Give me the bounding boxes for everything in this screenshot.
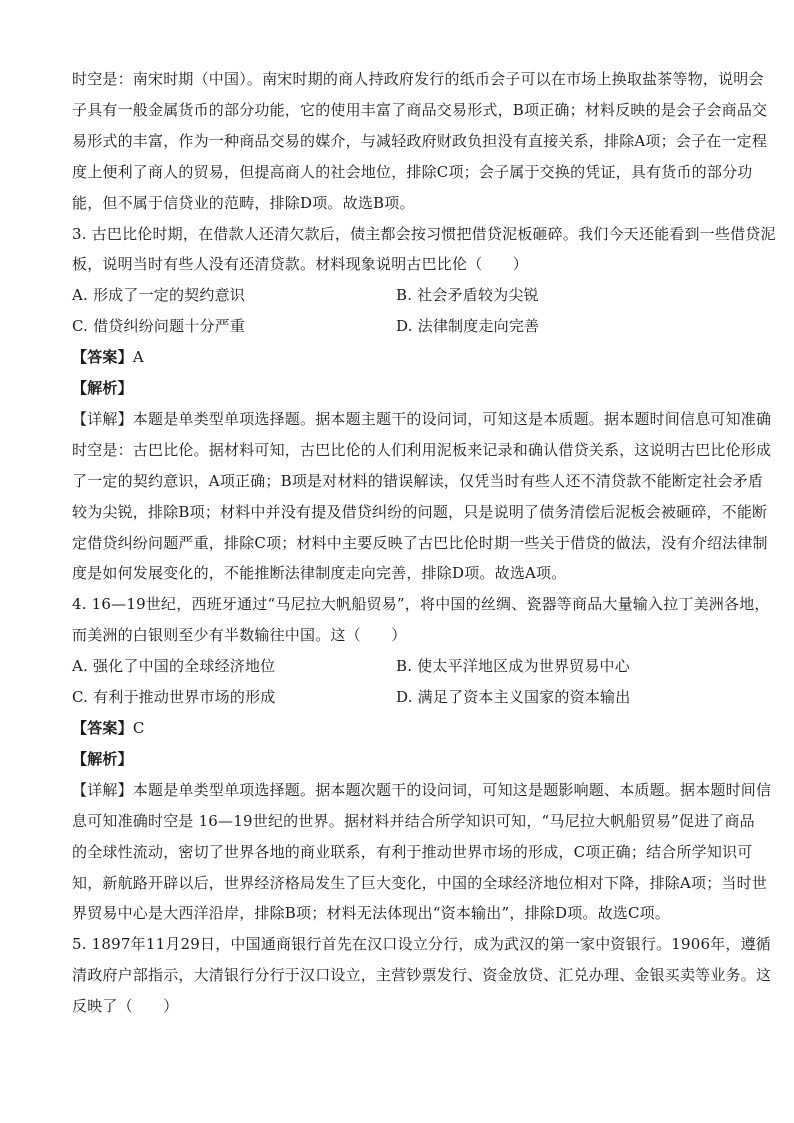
question-4-detail: 息可知准确时空是 16—19世纪的世界。据材料并结合所学知识可知，“马尼拉大帆船贸易”促进了商品 <box>72 811 755 830</box>
answer-value: C <box>132 718 145 737</box>
answer-label: 【答案】 <box>72 348 133 367</box>
question-5-stem: 反映了（ ） <box>72 997 179 1016</box>
question-3-detail: 时空是：古巴比伦。据材料可知，古巴比伦的人们利用泥板来记录和确认借贷关系，这说明古巴比伦形成 <box>72 440 772 459</box>
question-4-option-a: A. 强化了中国的全球经济地位 <box>72 657 276 676</box>
question-5-stem: 清政府户部指示，大清银行分行于汉口设立，主营钞票发行、资金放贷、汇兑办理、金银买卖等业务。这 <box>72 966 772 985</box>
question-5-stem: 5. 1897年11月29日，中国通商银行首先在汉口设立分行，成为武汉的第一家中资银行。1906年，遵循 <box>72 935 772 954</box>
question-3-answer <box>72 342 728 373</box>
question-4-options-row-2 <box>72 682 728 713</box>
question-4-option-d: D. 满足了资本主义国家的资本输出 <box>396 688 631 707</box>
question-3-detail: 较为尖锐，排除B项；材料中并没有提及借贷纠纷的问题，只是说明了债务清偿后泥板会被砸碎，不能断 <box>72 502 768 521</box>
question-4-detail: 界贸易中心是大西洋沿岸，排除B项；材料无法体现出“资本输出”，排除D项。故选C项。 <box>72 904 671 923</box>
question-4-detail: 【详解】本题是单类型单项选择题。据本题次题干的设问词，可知这是题影响题、本质题。据本题时间信 <box>72 780 772 799</box>
intro-line: 度上便利了商人的贸易，但提高商人的社会地位，排除C项；会子属于交换的凭证，具有货币的部分功 <box>72 162 753 181</box>
document-page <box>72 64 776 1022</box>
question-4-detail: 的全球性流动，密切了世界各地的商业联系，有利于推动世界市场的形成，C项正确；结合所学知识可 <box>72 842 753 861</box>
question-3-option-c: C. 借贷纠纷问题十分严重 <box>72 317 246 336</box>
answer-label: 【答案】 <box>72 718 133 737</box>
question-3-detail: 定借贷纠纷问题严重，排除C项；材料中主要反映了古巴比伦时期一些关于借贷的做法，没有介绍法律制 <box>72 533 768 552</box>
question-4-options-row-1 <box>72 651 728 682</box>
question-3-detail: 了一定的契约意识，A项正确；B项是对材料的错误解读，仅凭当时有些人还不清贷款不能断定社会矛盾 <box>72 471 764 490</box>
answer-value: A <box>132 348 144 367</box>
question-3-detail: 【详解】本题是单类型单项选择题。据本题主题干的设问词，可知这是本质题。据本题时间信息可知准确 <box>72 409 772 428</box>
intro-line: 能，但不属于信贷业的范畴，排除D项。故选B项。 <box>72 193 415 212</box>
question-4-stem: 而美洲的白银则至少有半数输往中国。这（ ） <box>72 626 407 645</box>
question-4-analysis-label: 【解析】 <box>72 749 133 768</box>
question-3-option-a: A. 形成了一定的契约意识 <box>72 286 245 305</box>
question-3-options-row-1 <box>72 280 728 311</box>
question-3-option-d: D. 法律制度走向完善 <box>396 317 540 336</box>
question-4-stem: 4. 16—19世纪，西班牙通过“马尼拉大帆船贸易”，将中国的丝绸、瓷器等商品大量输入拉丁美洲各地， <box>72 595 770 614</box>
question-3-stem: 3. 古巴比伦时期，在借款人还清欠款后，债主都会按习惯把借贷泥板砸碎。我们今天还能看到一些借贷泥 <box>72 224 776 243</box>
question-4-option-b: B. 使太平洋地区成为世界贸易中心 <box>396 657 630 676</box>
intro-line: 时空是：南宋时期（中国）。南宋时期的商人持政府发行的纸币会子可以在市场上换取盐茶等物，说明会 <box>72 70 764 88</box>
intro-line: 易形式的丰富，作为一种商品交易的媒介，与减轻政府财政负担没有直接关系，排除A项；会子在一定程 <box>72 131 768 150</box>
question-3-options-row-2 <box>72 311 728 342</box>
question-3-detail: 度是如何发展变化的，不能推断法律制度走向完善，排除D项。故选A项。 <box>72 564 567 583</box>
question-4-answer <box>72 713 728 744</box>
question-4-detail: 知，新航路开辟以后，世界经济格局发生了巨大变化，中国的全球经济地位相对下降，排除A项；当时世 <box>72 873 768 892</box>
intro-line: 子具有一般金属货币的部分功能，它的使用丰富了商品交易形式，B项正确；材料反映的是会子会商品交 <box>72 100 768 119</box>
question-3-stem: 板，说明当时有些人没有还清贷款。材料现象说明古巴比伦（ ） <box>72 255 529 274</box>
question-3-option-b: B. 社会矛盾较为尖锐 <box>396 286 539 305</box>
question-3-analysis-label: 【解析】 <box>72 379 133 398</box>
question-4-option-c: C. 有利于推动世界市场的形成 <box>72 688 276 707</box>
